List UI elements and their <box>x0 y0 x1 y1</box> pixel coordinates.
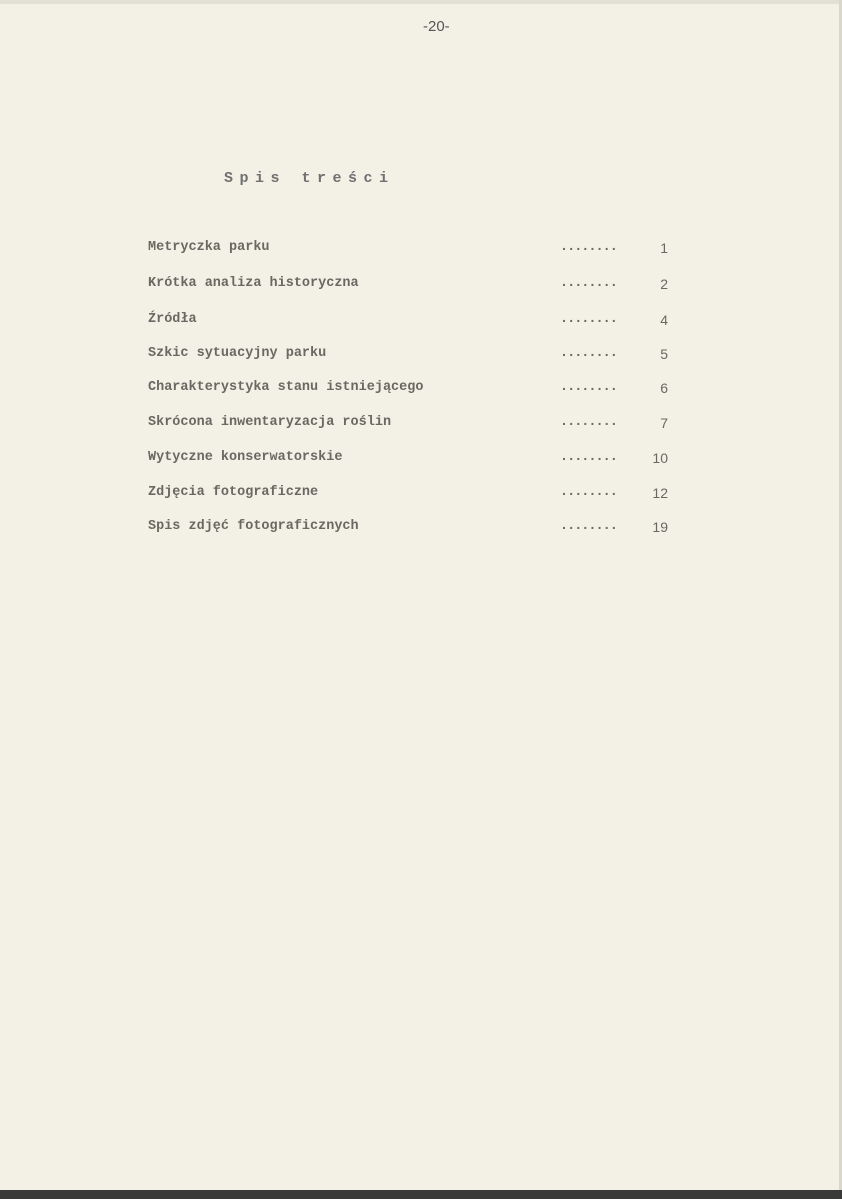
toc-entry-label: Szkic sytuacyjny parku <box>148 346 327 361</box>
toc-entry <box>148 450 668 470</box>
toc-entry-label: Źródła <box>148 312 197 327</box>
toc-entry-page-number: 2 <box>660 276 668 292</box>
toc-entry-label: Zdjęcia fotograficzne <box>148 485 319 500</box>
toc-entry-label: Metryczka parku <box>148 240 270 255</box>
toc-entry-leader-dots: ........ <box>560 415 617 430</box>
page-top-edge <box>0 0 842 4</box>
toc-entry <box>148 415 668 435</box>
toc-entry-leader-dots: ........ <box>560 346 617 361</box>
toc-entry-leader-dots: ........ <box>560 485 617 500</box>
toc-entry-page-number: 1 <box>660 240 668 256</box>
toc-entry <box>148 312 668 332</box>
toc-entry <box>148 346 668 366</box>
toc-entry-label: Wytyczne konserwatorskie <box>148 450 343 465</box>
scan-bottom-edge <box>0 1190 842 1199</box>
toc-entry-leader-dots: ........ <box>560 380 617 395</box>
page-number: -20- <box>423 18 450 35</box>
toc-entry-page-number: 10 <box>652 450 668 466</box>
toc-entry <box>148 276 668 296</box>
toc-entry-page-number: 6 <box>660 380 668 396</box>
toc-entry-page-number: 5 <box>660 346 668 362</box>
toc-entry <box>148 485 668 505</box>
toc-entry-label: Skrócona inwentaryzacja roślin <box>148 415 392 430</box>
toc-entry-label: Krótka analiza historyczna <box>148 276 359 291</box>
toc-entry-leader-dots: ........ <box>560 240 617 255</box>
toc-entry-leader-dots: ........ <box>560 312 617 327</box>
toc-entry-page-number: 19 <box>652 519 668 535</box>
toc-entry-label: Spis zdjęć fotograficznych <box>148 519 359 534</box>
toc-entry <box>148 519 668 539</box>
toc-entry-label: Charakterystyka stanu istniejącego <box>148 380 424 395</box>
toc-entry-leader-dots: ........ <box>560 276 617 291</box>
toc-entry-page-number: 4 <box>660 312 668 328</box>
toc-entry-page-number: 7 <box>660 415 668 431</box>
page-title: Spis treści <box>224 170 395 187</box>
toc-entry-leader-dots: ........ <box>560 450 617 465</box>
toc-entry <box>148 240 668 260</box>
toc-entry-page-number: 12 <box>652 485 668 501</box>
toc-entry <box>148 380 668 400</box>
toc-entry-leader-dots: ........ <box>560 519 617 534</box>
